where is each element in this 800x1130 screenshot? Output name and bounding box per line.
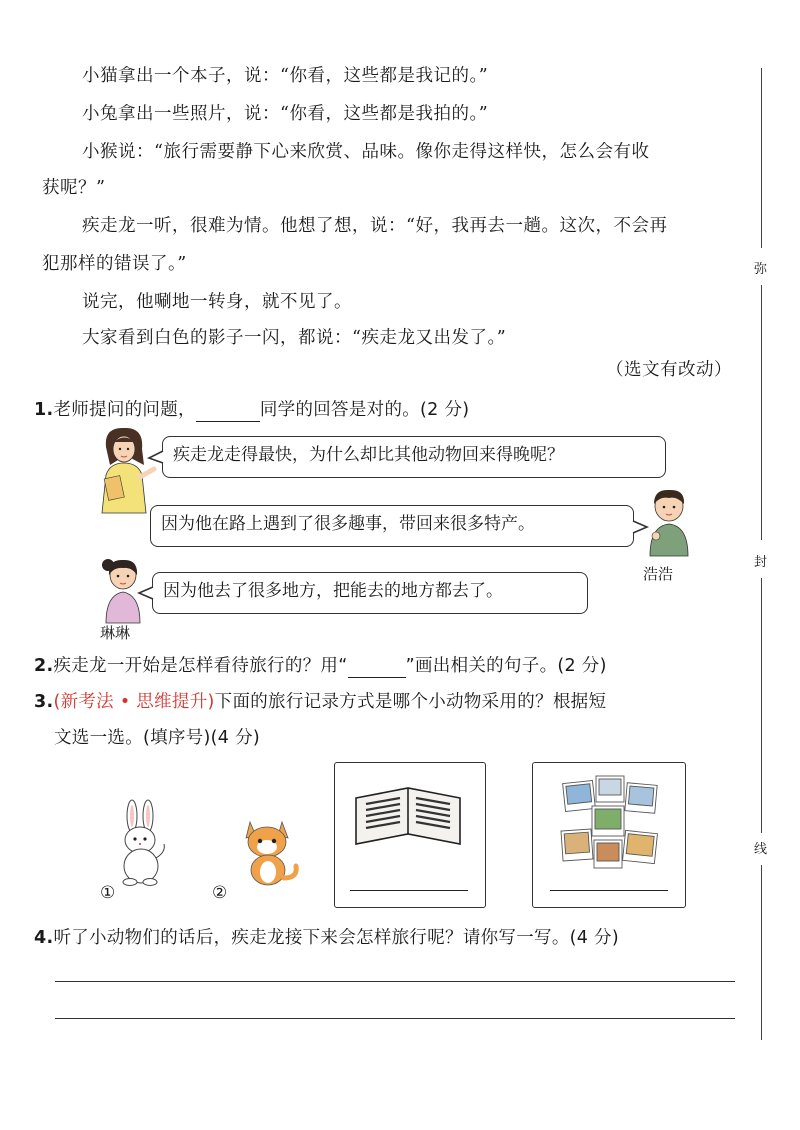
- notebook-icon: [352, 782, 464, 852]
- answer-line-2[interactable]: [55, 1018, 735, 1019]
- question-2-text-after: ”画出相关的句子。(2 分): [405, 656, 607, 676]
- passage-line-2: 小兔拿出一些照片，说：“你看，这些都是我拍的。”: [82, 104, 489, 124]
- haohao-speech-bubble: [150, 505, 634, 547]
- passage-line-6: 犯那样的错误了。”: [42, 254, 187, 274]
- question-4: [34, 926, 619, 950]
- binding-line-top: [761, 68, 762, 248]
- passage-source: （选文有改动）: [606, 360, 732, 380]
- linlin-name: 琳琳: [100, 624, 131, 642]
- teacher-illustration: [92, 425, 158, 515]
- option-1-number: ①: [100, 883, 116, 903]
- passage-line-8: 大家看到白色的影子一闪，都说：“疾走龙又出发了。”: [82, 328, 507, 348]
- passage-line-1: 小猫拿出一个本子，说：“你看，这些都是我记的。”: [82, 66, 489, 86]
- linlin-bubble-tail: [138, 586, 154, 600]
- question-2-number: 2.: [34, 656, 54, 676]
- question-1: [34, 398, 469, 422]
- question-3-line-2: 文选一选。(填序号)(4 分): [54, 728, 261, 748]
- question-2-underline-sample: [348, 657, 406, 678]
- haohao-name: 浩浩: [643, 565, 674, 583]
- binding-line-bottom: [761, 865, 762, 1040]
- answer-line-1[interactable]: [55, 981, 735, 982]
- binding-char-feng: 封: [754, 555, 768, 570]
- haohao-answer-text: 因为他在路上遇到了很多趣事，带回来很多特产。: [161, 514, 535, 534]
- binding-line-mid1: [761, 285, 762, 540]
- question-4-text: 听了小动物们的话后，疾走龙接下来会怎样旅行呢？请你写一写。(4 分): [53, 928, 619, 948]
- haohao-illustration: [644, 486, 694, 558]
- question-1-number: 1.: [34, 400, 54, 420]
- rabbit-illustration: [110, 800, 174, 886]
- passage-line-5: 疾走龙一听，很难为情。他想了想，说：“好，我再去一趟。这次，不会再: [82, 216, 668, 236]
- question-2-text-before: 疾走龙一开始是怎样看待旅行的？用“: [53, 656, 348, 676]
- question-3-text-1: 下面的旅行记录方式是哪个小动物采用的？根据短: [214, 692, 607, 712]
- binding-char-xian: 线: [754, 842, 768, 857]
- question-3-tag: (新考法 • 思维提升): [53, 692, 215, 712]
- binding-line-mid2: [761, 578, 762, 833]
- question-2: [34, 654, 607, 678]
- question-1-text-after: 同学的回答是对的。(2 分): [259, 400, 470, 420]
- cat-illustration: [236, 812, 302, 886]
- option-2-number: ②: [212, 883, 228, 903]
- passage-line-3: 小猴说：“旅行需要静下心来欣赏、品味。像你走得这样快，怎么会有收: [82, 142, 650, 162]
- passage-line-7: 说完，他唰地一转身，就不见了。: [82, 292, 352, 312]
- passage-line-4: 获呢？”: [42, 178, 106, 198]
- question-3-number: 3.: [34, 692, 54, 712]
- teacher-bubble-tail: [148, 450, 164, 464]
- linlin-answer-text: 因为他去了很多地方，把能去的地方都去了。: [163, 581, 503, 601]
- linlin-speech-bubble: [152, 572, 588, 614]
- photos-icon: [558, 774, 662, 876]
- question-3-line-1: [34, 690, 606, 714]
- question-1-text-before: 老师提问的问题，: [53, 400, 196, 420]
- binding-char-mi: 弥: [754, 262, 768, 277]
- photos-answer-line[interactable]: [550, 890, 668, 891]
- question-1-answer-blank[interactable]: [196, 401, 260, 422]
- teacher-speech-bubble: [162, 436, 666, 478]
- teacher-question-text: 疾走龙走得最快，为什么却比其他动物回来得晚呢？: [173, 445, 564, 465]
- question-4-number: 4.: [34, 928, 54, 948]
- notebook-answer-line[interactable]: [350, 890, 468, 891]
